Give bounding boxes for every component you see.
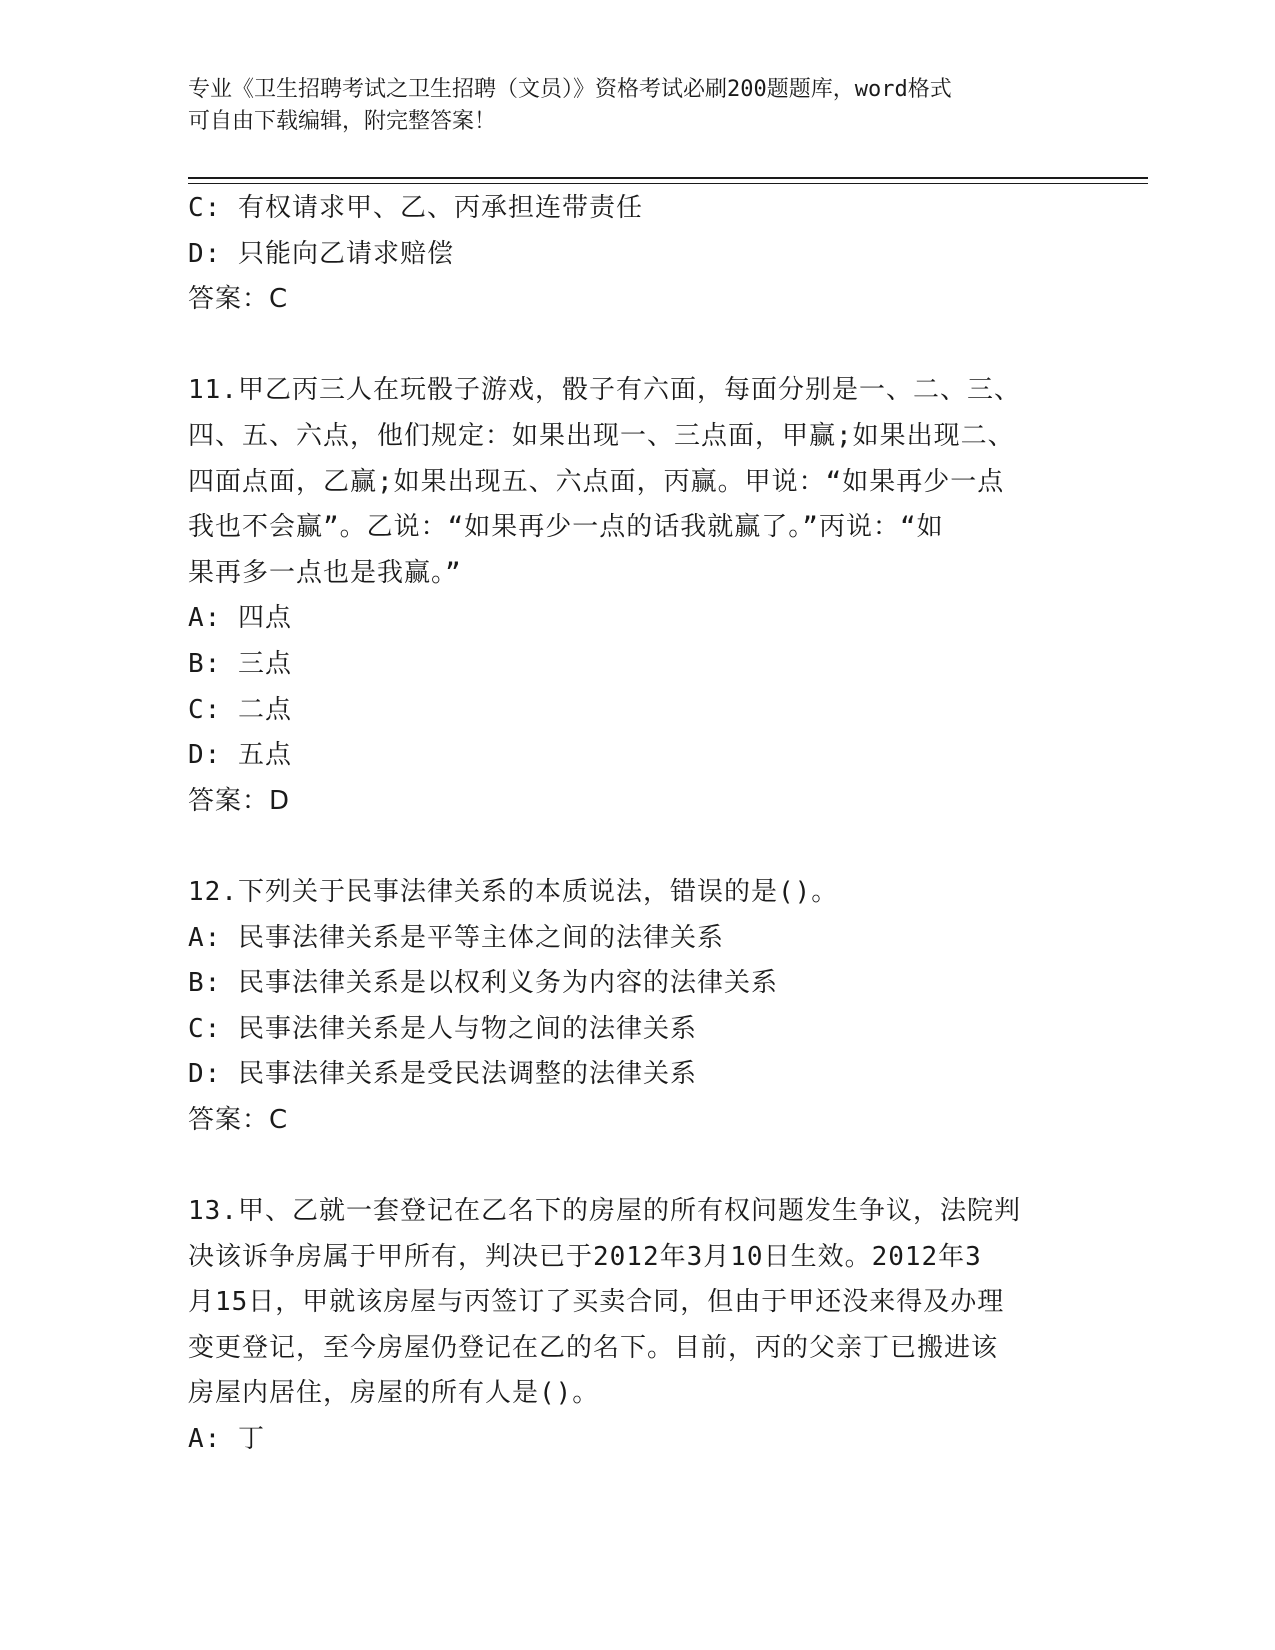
option-d: D: 民事法律关系是受民法调整的法律关系 [188,1059,697,1090]
header-line: 可自由下载编辑，附完整答案！ [188,109,497,134]
question-text-line: 决该诉争房属于甲所有，判决已于2012年3月10日生效。2012年3 [188,1241,982,1272]
spacer [188,1143,1088,1189]
question-text-line: 四面点面，乙赢;如果出现五、六点面，丙赢。甲说：“如果再少一点 [188,466,1005,497]
answer: 答案：C [188,1104,289,1135]
spacer [188,824,1088,870]
question-text-line: 果再多一点也是我赢。” [188,557,462,588]
answer: 答案：D [188,785,291,816]
question-13 [188,1189,1088,1463]
question-text-line: 房屋内居住，房屋的所有人是()。 [188,1378,600,1409]
option-c: C: 二点 [188,694,292,725]
answer: 答案：C [188,284,289,315]
option-c: C: 民事法律关系是人与物之间的法律关系 [188,1013,697,1044]
question-12 [188,870,1088,1144]
question-text-line: 我也不会赢”。乙说：“如果再少一点的话我就赢了。”丙说：“如 [188,512,944,543]
spacer [188,323,1088,369]
document-header [188,74,1088,138]
question-text-line: 12.下列关于民事法律关系的本质说法，错误的是()。 [188,876,839,907]
option-b: B: 三点 [188,648,292,679]
question-text-line: 11.甲乙丙三人在玩骰子游戏，骰子有六面，每面分别是一、二、三、 [188,375,1021,406]
question-text-line: 月15日，甲就该房屋与丙签订了买卖合同，但由于甲还没来得及办理 [188,1287,1005,1318]
question-11 [188,368,1088,824]
option-c: C: 有权请求甲、乙、丙承担连带责任 [188,193,643,223]
option-a: A: 民事法律关系是平等主体之间的法律关系 [188,922,724,953]
question-text-line: 变更登记，至今房屋仍登记在乙的名下。目前，丙的父亲丁已搬进该 [188,1332,999,1363]
document-body [188,186,1088,1463]
option-d: D: 五点 [188,740,292,771]
header-divider-thick [188,177,1148,179]
question-text-line: 四、五、六点，他们规定：如果出现一、三点面，甲赢;如果出现二、 [188,420,1015,451]
option-a: A: 四点 [188,603,292,634]
question-text-line: 13.甲、乙就一套登记在乙名下的房屋的所有权问题发生争议，法院判 [188,1196,1021,1227]
header-line: 专业《卫生招聘考试之卫生招聘（文员）》资格考试必刷200题题库，word格式 [188,77,952,102]
option-a: A: 丁 [188,1424,265,1455]
option-b: B: 民事法律关系是以权利义务为内容的法律关系 [188,968,778,999]
question-10-tail [188,186,1088,323]
option-d: D: 只能向乙请求赔偿 [188,238,454,269]
header-divider-thin [188,183,1148,184]
